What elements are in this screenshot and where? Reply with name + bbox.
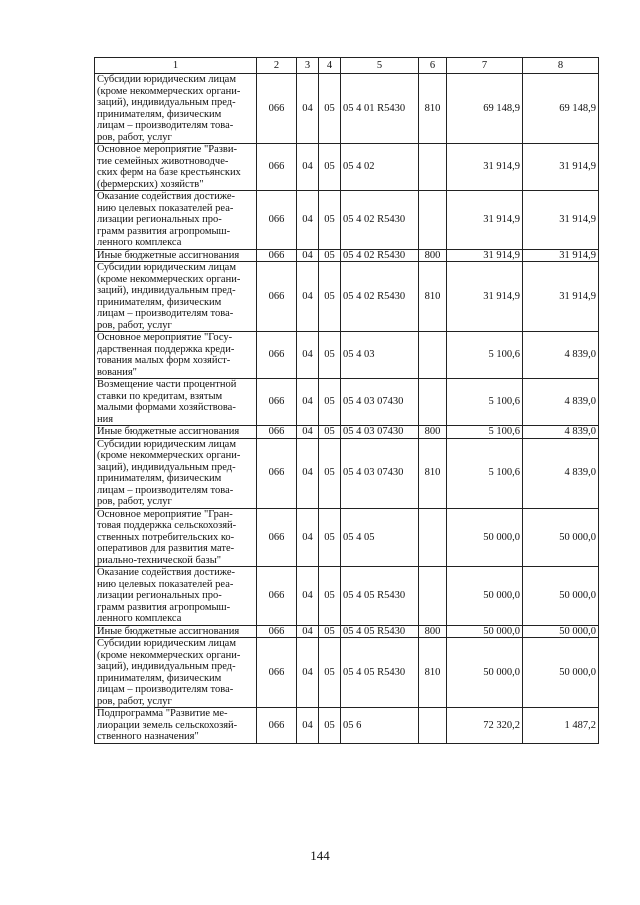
row-subsection: 05	[319, 708, 341, 744]
row-name: Иные бюджетные ассигнования	[95, 249, 257, 262]
row-amount-actual: 1 487,2	[523, 708, 599, 744]
row-target-article: 05 4 03 07430	[341, 438, 419, 508]
row-amount-planned: 31 914,9	[447, 262, 523, 332]
row-subsection: 05	[319, 508, 341, 567]
row-section: 04	[297, 567, 319, 626]
row-ministry-code: 066	[257, 426, 297, 439]
row-expense-type	[419, 708, 447, 744]
row-subsection: 05	[319, 144, 341, 191]
row-name: Возмещение части процентной ставки по кредитам, взятым малыми формами хозяйствова- ния	[95, 379, 257, 426]
budget-table	[94, 57, 599, 744]
row-amount-actual: 69 148,9	[523, 74, 599, 144]
row-name: Основное мероприятие "Разви- тие семейных животноводче- ских ферм на базе крестьянских (фермерских) хозяйств"	[95, 144, 257, 191]
row-expense-type	[419, 191, 447, 250]
row-target-article: 05 6	[341, 708, 419, 744]
row-section: 04	[297, 74, 319, 144]
row-ministry-code: 066	[257, 438, 297, 508]
row-name: Иные бюджетные ассигнования	[95, 625, 257, 638]
header-cell: 3	[297, 58, 319, 74]
row-name: Основное мероприятие "Госу- дарственная поддержка креди- тования малых форм хозяйст- вования"	[95, 332, 257, 379]
row-section: 04	[297, 144, 319, 191]
row-subsection: 05	[319, 625, 341, 638]
header-row	[95, 58, 599, 74]
row-amount-planned: 50 000,0	[447, 625, 523, 638]
row-section: 04	[297, 638, 319, 708]
table-row	[95, 249, 599, 262]
row-amount-planned: 31 914,9	[447, 191, 523, 250]
row-target-article: 05 4 03 07430	[341, 379, 419, 426]
row-amount-planned: 69 148,9	[447, 74, 523, 144]
row-amount-planned: 5 100,6	[447, 332, 523, 379]
row-amount-actual: 4 839,0	[523, 438, 599, 508]
table-row	[95, 426, 599, 439]
row-expense-type	[419, 508, 447, 567]
row-amount-planned: 5 100,6	[447, 379, 523, 426]
row-section: 04	[297, 426, 319, 439]
row-name: Субсидии юридическим лицам (кроме некоммерческих органи- заций), индивидуальным пред- принимателям, физическим лицам – производителям това- ров, работ, услуг	[95, 262, 257, 332]
row-ministry-code: 066	[257, 379, 297, 426]
row-target-article: 05 4 02 R5430	[341, 249, 419, 262]
row-section: 04	[297, 379, 319, 426]
table-row	[95, 74, 599, 144]
row-expense-type	[419, 144, 447, 191]
table-row	[95, 379, 599, 426]
row-amount-actual: 4 839,0	[523, 379, 599, 426]
row-section: 04	[297, 249, 319, 262]
row-amount-planned: 50 000,0	[447, 567, 523, 626]
row-subsection: 05	[319, 638, 341, 708]
row-expense-type: 800	[419, 249, 447, 262]
row-target-article: 05 4 02 R5430	[341, 262, 419, 332]
row-amount-planned: 72 320,2	[447, 708, 523, 744]
row-amount-actual: 31 914,9	[523, 249, 599, 262]
header-cell: 4	[319, 58, 341, 74]
row-amount-actual: 50 000,0	[523, 508, 599, 567]
header-cell: 2	[257, 58, 297, 74]
row-target-article: 05 4 03 07430	[341, 426, 419, 439]
row-section: 04	[297, 708, 319, 744]
row-amount-actual: 50 000,0	[523, 625, 599, 638]
row-target-article: 05 4 05 R5430	[341, 625, 419, 638]
row-name: Иные бюджетные ассигнования	[95, 426, 257, 439]
row-amount-actual: 31 914,9	[523, 191, 599, 250]
row-ministry-code: 066	[257, 567, 297, 626]
header-cell: 8	[523, 58, 599, 74]
row-amount-actual: 50 000,0	[523, 567, 599, 626]
row-expense-type	[419, 332, 447, 379]
row-ministry-code: 066	[257, 249, 297, 262]
row-subsection: 05	[319, 426, 341, 439]
row-name: Основное мероприятие "Гран- товая поддержка сельскохозяй- ственных потребительских ко- оперативов для развития мате- риально-технической базы"	[95, 508, 257, 567]
row-subsection: 05	[319, 249, 341, 262]
row-name: Оказание содействия достиже- нию целевых показателей реа- лизации региональных про- грамм развития агропромыш- ленного комплекса	[95, 191, 257, 250]
row-name: Субсидии юридическим лицам (кроме некоммерческих органи- заций), индивидуальным пред- принимателям, физическим лицам – производителям това- ров, работ, услуг	[95, 74, 257, 144]
row-amount-planned: 5 100,6	[447, 426, 523, 439]
table-row	[95, 625, 599, 638]
row-amount-actual: 50 000,0	[523, 638, 599, 708]
row-subsection: 05	[319, 74, 341, 144]
table-row	[95, 638, 599, 708]
table-row	[95, 567, 599, 626]
row-section: 04	[297, 508, 319, 567]
header-cell: 6	[419, 58, 447, 74]
row-amount-planned: 50 000,0	[447, 638, 523, 708]
row-section: 04	[297, 332, 319, 379]
row-ministry-code: 066	[257, 708, 297, 744]
row-ministry-code: 066	[257, 262, 297, 332]
row-target-article: 05 4 03	[341, 332, 419, 379]
page-number: 144	[310, 848, 330, 863]
row-amount-planned: 5 100,6	[447, 438, 523, 508]
row-expense-type: 810	[419, 262, 447, 332]
row-name: Субсидии юридическим лицам (кроме некоммерческих органи- заций), индивидуальным пред- принимателям, физическим лицам – производителям това- ров, работ, услуг	[95, 638, 257, 708]
row-target-article: 05 4 02	[341, 144, 419, 191]
row-ministry-code: 066	[257, 638, 297, 708]
table-row	[95, 262, 599, 332]
row-ministry-code: 066	[257, 332, 297, 379]
row-target-article: 05 4 05	[341, 508, 419, 567]
row-target-article: 05 4 01 R5430	[341, 74, 419, 144]
row-amount-actual: 31 914,9	[523, 144, 599, 191]
header-cell: 5	[341, 58, 419, 74]
row-name: Субсидии юридическим лицам (кроме некоммерческих органи- заций), индивидуальным пред- принимателям, физическим лицам – производителям това- ров, работ, услуг	[95, 438, 257, 508]
row-ministry-code: 066	[257, 508, 297, 567]
row-subsection: 05	[319, 262, 341, 332]
row-expense-type: 810	[419, 74, 447, 144]
header-cell: 1	[95, 58, 257, 74]
row-subsection: 05	[319, 567, 341, 626]
row-target-article: 05 4 05 R5430	[341, 638, 419, 708]
row-expense-type: 810	[419, 438, 447, 508]
row-amount-actual: 4 839,0	[523, 426, 599, 439]
row-target-article: 05 4 02 R5430	[341, 191, 419, 250]
table-row	[95, 508, 599, 567]
row-expense-type	[419, 379, 447, 426]
table-row	[95, 191, 599, 250]
row-ministry-code: 066	[257, 191, 297, 250]
row-section: 04	[297, 438, 319, 508]
header-cell: 7	[447, 58, 523, 74]
row-section: 04	[297, 625, 319, 638]
table-row	[95, 332, 599, 379]
row-subsection: 05	[319, 379, 341, 426]
row-name: Оказание содействия достиже- нию целевых показателей реа- лизации региональных про- грамм развития агропромыш- ленного комплекса	[95, 567, 257, 626]
row-section: 04	[297, 191, 319, 250]
table-row	[95, 708, 599, 744]
row-expense-type: 800	[419, 426, 447, 439]
row-ministry-code: 066	[257, 74, 297, 144]
table-row	[95, 144, 599, 191]
row-ministry-code: 066	[257, 625, 297, 638]
row-subsection: 05	[319, 191, 341, 250]
row-target-article: 05 4 05 R5430	[341, 567, 419, 626]
row-amount-planned: 50 000,0	[447, 508, 523, 567]
row-ministry-code: 066	[257, 144, 297, 191]
row-expense-type	[419, 567, 447, 626]
row-amount-actual: 31 914,9	[523, 262, 599, 332]
table-row	[95, 438, 599, 508]
row-amount-planned: 31 914,9	[447, 144, 523, 191]
row-expense-type: 810	[419, 638, 447, 708]
row-subsection: 05	[319, 438, 341, 508]
row-amount-planned: 31 914,9	[447, 249, 523, 262]
row-subsection: 05	[319, 332, 341, 379]
row-name: Подпрограмма "Развитие ме- лиорации земель сельскохозяй- ственного назначения"	[95, 708, 257, 744]
row-amount-actual: 4 839,0	[523, 332, 599, 379]
row-section: 04	[297, 262, 319, 332]
row-expense-type: 800	[419, 625, 447, 638]
